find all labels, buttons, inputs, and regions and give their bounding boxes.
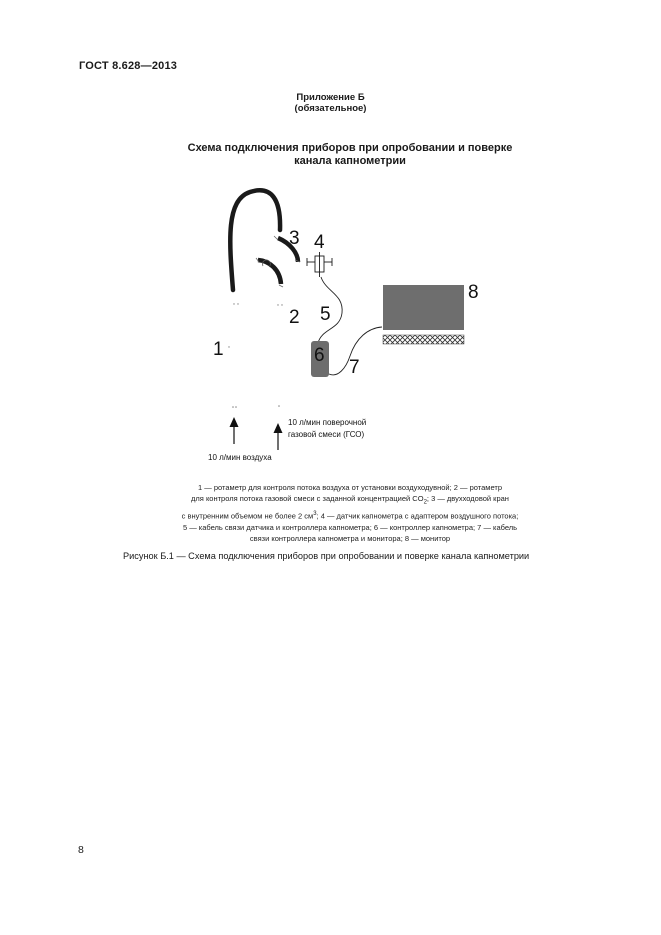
scheme-title-line1: Схема подключения приборов при опробовании и поверке [187,142,513,154]
legend-text: ; 4 — датчик капнометра с адаптером воздушного потока; [316,511,519,521]
label-sensor: 4 [314,232,325,253]
appendix-title: Приложение Б [296,92,365,103]
scheme-title-line2: канала капнометрии [294,155,406,167]
gas-flow-label-line1: 10 л/мин поверочной [288,418,367,427]
label-rotameter-gas: 2 [289,307,300,328]
figure-caption: Рисунок Б.1 — Схема подключения приборов при опробовании и поверке канала капнометрии [123,551,530,561]
air-tube [230,190,280,290]
legend-line-4: 5 — кабель связи датчика и контроллера капнометра; 6 — контроллер капнометра; 7 — кабель [182,522,518,532]
appendix-status: (обязательное) [294,103,367,114]
page-number: 8 [78,844,84,856]
legend-text: с внутренним объемом не более 2 см [181,511,314,521]
monitor-screen [383,285,464,330]
air-flow-label: 10 л/мин воздуха [208,453,272,462]
gas-inlet-arrow [274,423,283,450]
standard-designation: ГОСТ 8.628—2013 [79,60,178,72]
label-valve: 3 [289,228,300,249]
label-controller: 6 [314,345,325,366]
legend-subscript: 2 [423,499,427,506]
legend-superscript: 3 [313,511,317,518]
legend-text: для контроля потока газовой смеси с заданной концентрацией CO [191,494,424,504]
figure-legend [140,482,560,544]
gas-flow-label-line2: газовой смеси (ГСО) [288,430,365,439]
label-cable-5: 5 [320,304,331,325]
legend-line-5: связи контроллера капнометра и монитора; 8 — монитор [249,534,451,544]
legend-line-1: 1 — ротаметр для контроля потока воздуха от установки воздуходувной; 2 — ротаметр [198,483,502,492]
monitor-stand [383,335,464,344]
legend-line-3 [140,509,560,522]
legend-text: ; 3 — двухходовой кран [426,494,509,504]
valve-arc-lower [258,260,281,284]
label-rotameter-air: 1 [213,339,224,360]
label-monitor: 8 [468,282,479,303]
sensor-adapter [307,252,332,277]
label-cable-7: 7 [349,357,360,378]
legend-line-2 [140,493,560,509]
air-inlet-arrow [230,417,239,444]
